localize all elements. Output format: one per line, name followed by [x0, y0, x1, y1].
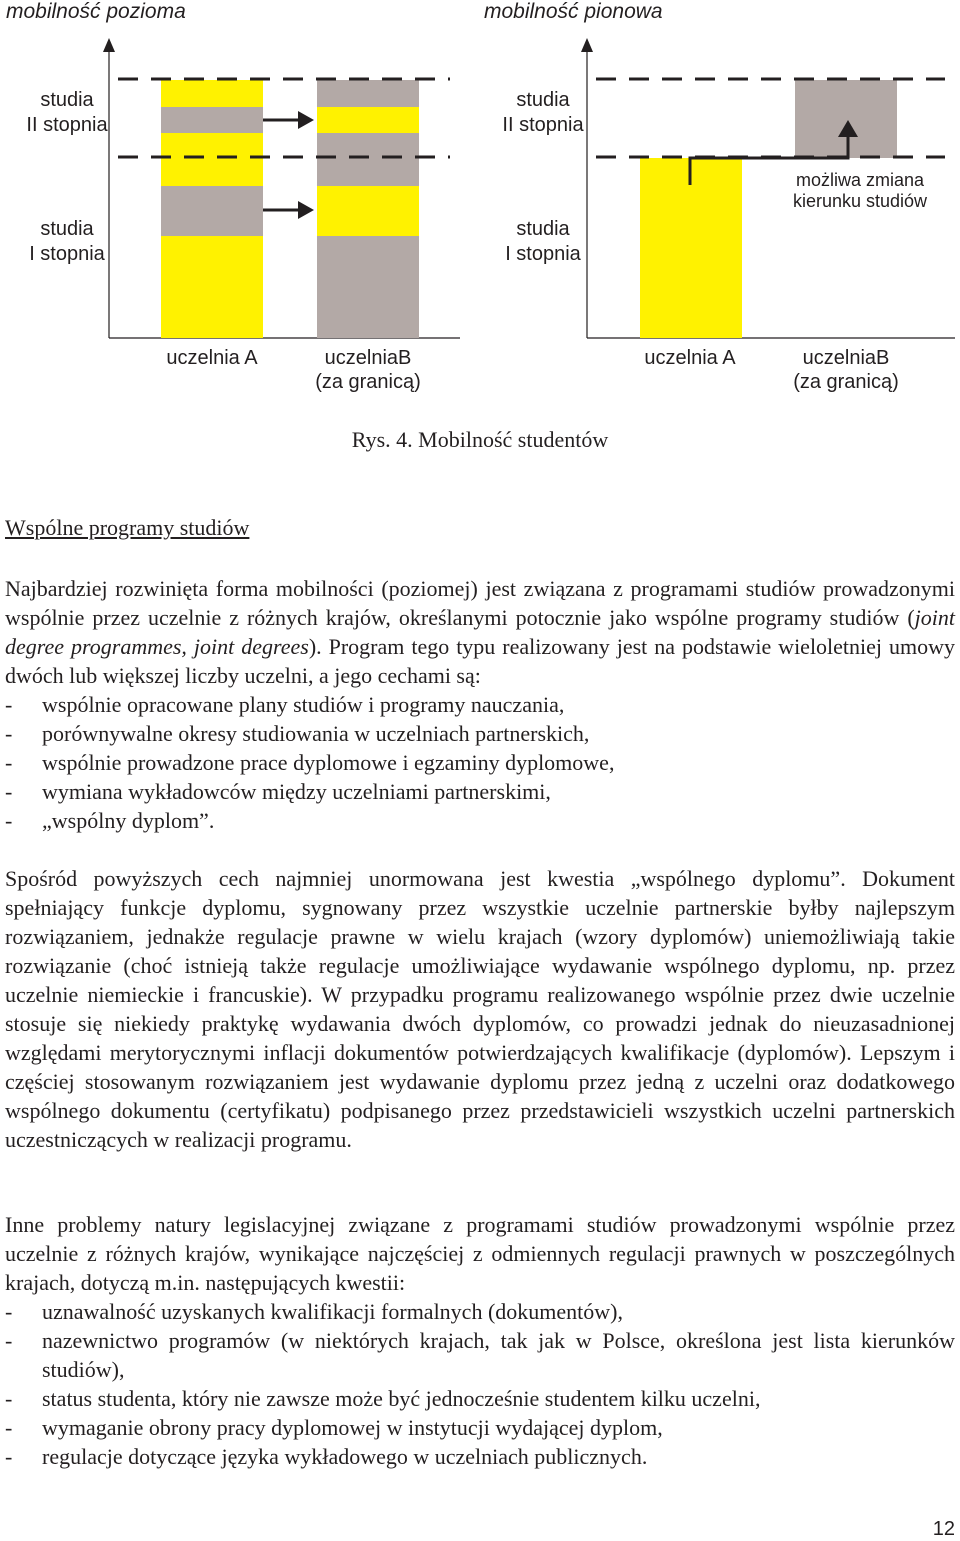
list-item-text: „wspólny dyplom”. [42, 808, 215, 833]
direction-change-note: możliwa zmiana kierunku studiów [792, 170, 928, 211]
list-item-text: regulacje dotyczące języka wykładowego w uczelniach publicznych. [42, 1444, 648, 1469]
list-item-text: status studenta, który nie zawsze może być jednocześnie studentem kilku uczelni, [42, 1386, 761, 1411]
feature-list [5, 690, 955, 835]
right-x-label-a: uczelnia A [644, 347, 736, 369]
list-item: - regulacje dotyczące języka wykładowego w uczelniach publicznych. [5, 1444, 648, 1469]
legislation-issue-list [5, 1297, 955, 1471]
right-y-axis-arrowhead [581, 38, 593, 52]
mobility-arrowhead [298, 201, 314, 219]
left-b-segment [317, 107, 419, 133]
left-level2-label: studia II stopnia [26, 89, 108, 136]
list-item: - wspólnie prowadzone prace dyplomowe i egzaminy dyplomowe, [5, 750, 615, 775]
left-a-segment [161, 107, 263, 133]
left-panel-title: mobilność pozioma [6, 0, 186, 23]
list-item: - nazewnictwo programów (w niektórych krajach, tak jak w Polsce, określona jest lista kierunków studiów), [5, 1328, 955, 1382]
paragraph-1-rest: ). Program tego typu realizowany jest na podstawie wieloletniej umowy dwóch lub większej liczby uczelni, a jego cechami są: [5, 634, 956, 688]
paragraph-3-text: Inne problemy natury legislacyjnej związane z programami studiów prowadzonymi wspólnie przez uczelnie z różnych krajów, wynikające najczęściej z odmiennych regulacji prawnych w poszczególnych krajach, dotyczą m.in. następujących kwestii: [5, 1212, 955, 1295]
list-item: - uznawalność uzyskanych kwalifikacji formalnych (dokumentów), [5, 1299, 623, 1324]
right-level2-label: studia II stopnia [502, 89, 584, 136]
right-x-label-b: uczelniaB (za granicą) [793, 347, 899, 393]
left-x-label-b: uczelniaB (za granicą) [315, 347, 421, 393]
list-item-text: wymiana wykładowców między uczelniami partnerskimi, [42, 779, 551, 804]
section-heading: Wspólne programy studiów [5, 515, 250, 540]
left-a-segment [161, 80, 263, 107]
list-item: - porównywalne okresy studiowania w uczelniach partnerskich, [5, 721, 590, 746]
page-number: 12 [932, 1518, 955, 1540]
left-b-segment [317, 236, 419, 338]
list-item-text: wymaganie obrony pracy dyplomowej w instytucji wydającej dyplom, [42, 1415, 663, 1440]
list-item-text: uznawalność uzyskanych kwalifikacji formalnych (dokumentów), [42, 1299, 623, 1324]
list-item-text: porównywalne okresy studiowania w uczelniach partnerskich, [42, 721, 590, 746]
left-b-segment [317, 80, 419, 107]
paragraph-1-italic: joint degree programmes, joint degrees [5, 605, 955, 659]
left-a-segment [161, 236, 263, 338]
paragraph-1-intro: Najbardziej rozwinięta forma mobilności (poziomej) jest związana z programami studiów prowadzonymi wspólnie przez uczelnie z różnych krajów, określanymi potocznie jako wspólne programy studiów ( [5, 576, 955, 630]
figure-caption-text: Rys. 4. Mobilność studentów [351, 427, 609, 452]
left-a-segment [161, 158, 263, 186]
left-a-segment [161, 133, 263, 158]
mobility-figure [0, 0, 960, 420]
list-item: - „wspólny dyplom”. [5, 808, 215, 833]
left-level1-label: studia I stopnia [29, 218, 105, 265]
paragraph-2 [5, 864, 955, 1154]
list-item-text: nazewnictwo programów (w niektórych krajach, tak jak w Polsce, określona jest lista kierunków studiów), [42, 1328, 955, 1382]
left-b-segment [317, 186, 419, 236]
left-a-segment [161, 186, 263, 236]
left-x-label-a: uczelnia A [166, 347, 258, 369]
right-b-bar [795, 80, 897, 158]
paragraph-1 [5, 574, 955, 690]
left-y-axis-arrowhead [103, 38, 115, 52]
list-item: - status studenta, który nie zawsze może być jednocześnie studentem kilku uczelni, [5, 1386, 761, 1411]
list-item: - wspólnie opracowane plany studiów i programy nauczania, [5, 692, 565, 717]
list-item: - wymaganie obrony pracy dyplomowej w instytucji wydającej dyplom, [5, 1415, 663, 1440]
paragraph-3 [5, 1210, 955, 1297]
left-b-segment [317, 158, 419, 186]
left-b-segment [317, 133, 419, 158]
right-panel-title: mobilność pionowa [484, 0, 663, 23]
paragraph-2-text: Spośród powyższych cech najmniej unormowana jest kwestia „wspólnego dyplomu”. Dokument spełniający funkcje dyplomu, sygnowany przez wszystkie uczelnie partnerskie byłby najlepszym rozwiązaniem, jednakże regulacje prawne w wielu krajach (wzory dyplomów) uniemożliwiają takie rozwiązanie (choć istnieją także regulacje umożliwiające wydawanie wspólnego dyplomu, np. przez uczelnie niemieckie i francuskie). W przypadku programu realizowanego wspólnie przez dwie uczelnie stosuje się niekiedy praktykę wydawania dwóch dyplomów, co prowadzi jednak do nieuzasadnionej względami merytorycznymi inflacji dokumentów potwierdzających kwalifikacje (dyplomów). Lepszym i częściej stosowanym rozwiązaniem jest wydawanie dyplomu przez jedną z uczelni oraz dodatkowego wspólnego dokumentu (certyfikatu) podpisanego przez przedstawicieli wszystkich uczelni partnerskich uczestniczących w realizacji programu. [5, 866, 955, 1152]
mobility-arrowhead [298, 111, 314, 129]
list-item-text: wspólnie opracowane plany studiów i programy nauczania, [42, 692, 565, 717]
list-item-text: wspólnie prowadzone prace dyplomowe i egzaminy dyplomowe, [42, 750, 615, 775]
right-level1-label: studia I stopnia [505, 218, 581, 265]
figure-caption [0, 427, 960, 453]
list-item: - wymiana wykładowców między uczelniami partnerskimi, [5, 779, 551, 804]
